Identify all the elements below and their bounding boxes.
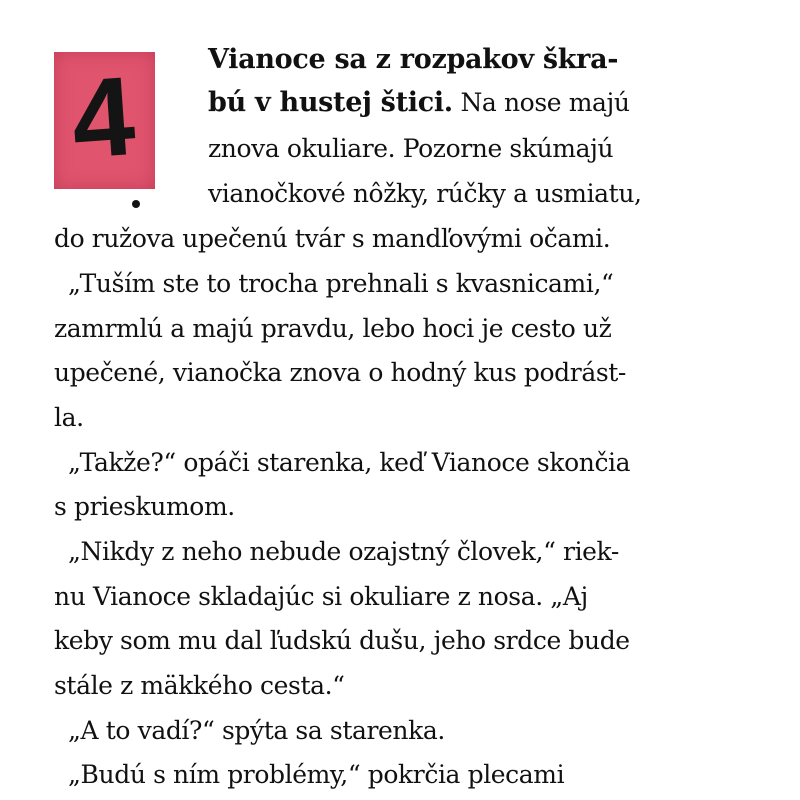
- text-span: „Budú s ním problémy,“ pokrčia plecami: [68, 760, 565, 789]
- text-line-4: [208, 176, 642, 212]
- text-span: znova okuliare. Pozorne skúmajú: [208, 134, 614, 163]
- text-line-5: [54, 221, 610, 257]
- text-line-15: [54, 668, 345, 704]
- text-line-10: [68, 445, 630, 481]
- text-line-6: [68, 266, 613, 302]
- text-span: upečené, vianočka znova o hodný kus podrást-: [54, 358, 626, 387]
- text-line-11: [54, 489, 235, 525]
- text-span: „Nikdy z neho nebude ozajstný človek,“ riek-: [68, 537, 619, 566]
- text-span: Na nose majú: [452, 88, 630, 117]
- text-line-9: [54, 400, 84, 436]
- text-line-17: [68, 757, 564, 793]
- text-line-8: [54, 355, 626, 391]
- text-span: „Tuším ste to trocha prehnali s kvasnicami,“: [68, 269, 614, 298]
- text-line-12: [68, 534, 619, 570]
- text-span: vianočkové nôžky, rúčky a usmiatu,: [208, 179, 642, 208]
- text-span: s prieskumom.: [54, 492, 235, 521]
- text-line-1: [208, 42, 618, 78]
- text-span: nu Vianoce skladajúc si okuliare z nosa. „Aj: [54, 582, 588, 611]
- text-line-7: [54, 311, 611, 347]
- text-line-13: [54, 579, 588, 615]
- text-span: do ružova upečenú tvár s mandľovými očami.: [54, 224, 611, 253]
- text-span: zamrmlú a majú pravdu, lebo hoci je cesto už: [54, 314, 612, 343]
- text-line-3: [208, 131, 613, 167]
- text-line-16: [68, 713, 445, 749]
- text-span: „A to vadí?“ spýta sa starenka.: [68, 716, 445, 745]
- text-line-14: [54, 623, 630, 659]
- text-span-bold: bú v hustej štici.: [208, 87, 453, 118]
- chapter-number: 4: [67, 52, 139, 183]
- text-span: Vianoce sa z rozpakov škra-: [208, 44, 619, 75]
- text-line-2: [208, 85, 630, 121]
- text-span: stále z mäkkého cesta.“: [54, 671, 345, 700]
- text-span: la.: [54, 403, 84, 432]
- chapter-number-box: [54, 52, 155, 189]
- text-span: „Takže?“ opáči starenka, keď Vianoce skončia: [68, 448, 631, 477]
- text-span: keby som mu dal ľudskú dušu, jeho srdce bude: [54, 626, 630, 655]
- chapter-number-dot: [132, 200, 140, 208]
